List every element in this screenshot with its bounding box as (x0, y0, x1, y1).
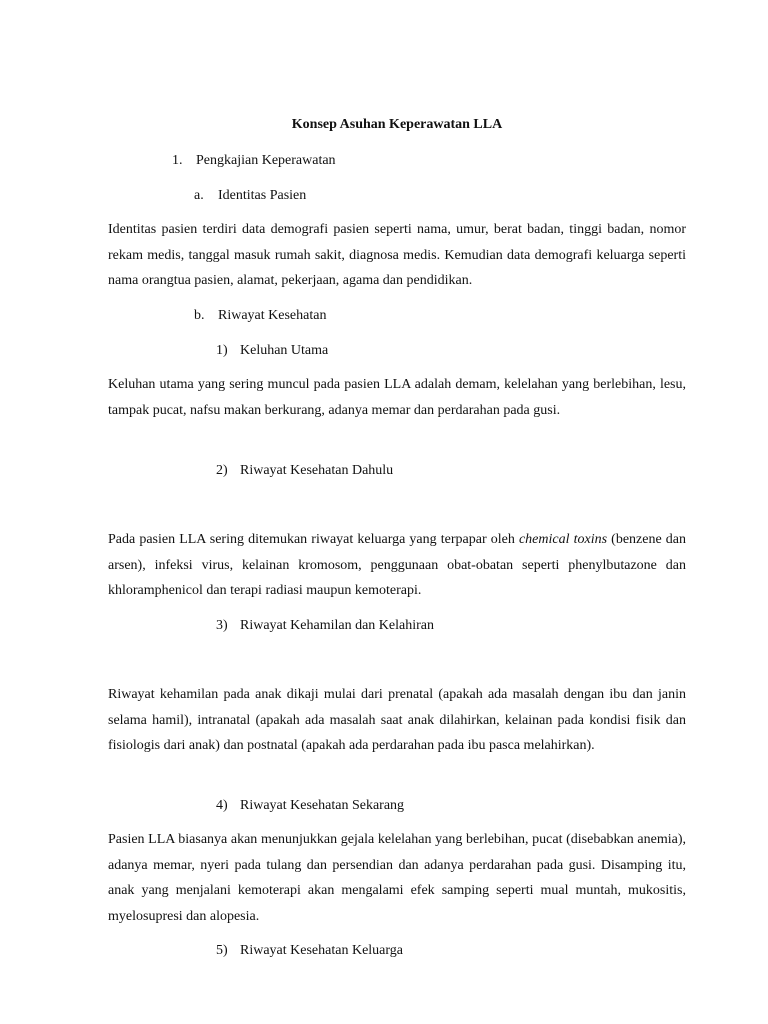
list-marker: 3) (216, 618, 228, 633)
paragraph-keluhan-utama: Keluhan utama yang sering muncul pada pasien LLA adalah demam, kelelahan yang berlebihan, lesu, tampak pucat, nafsu makan berkurang, adanya memar dan perdarahan pada gusi. (108, 377, 686, 418)
subheading-identitas-pasien (194, 187, 306, 205)
section-heading-pengkajian (172, 152, 336, 170)
list-marker: a. (194, 188, 204, 203)
item-heading-riwayat-kesehatan-sekarang (216, 797, 404, 815)
item-heading-text: Riwayat Kesehatan Sekarang (240, 798, 405, 813)
item-heading-text: Riwayat Kesehatan Dahulu (240, 463, 394, 478)
section-heading-text: Pengkajian Keperawatan (196, 153, 336, 168)
paragraph-riwayat-kesehatan-sekarang: Pasien LLA biasanya akan menunjukkan gejala kelelahan yang berlebihan, pucat (disebabkan anemia), adanya memar, nyeri pada tulang dan persendian dan adanya perdarahan pada gusi. Disamping itu, anak yang menjalani kemoterapi akan mengalami efek samping seperti mual muntah, mukositis, myelosupresi dan alopesia. (108, 832, 686, 924)
paragraph-italic-term: chemical toxins (518, 532, 608, 547)
item-heading-riwayat-kesehatan-dahulu (216, 462, 393, 480)
paragraph-riwayat-kehamilan: Riwayat kehamilan pada anak dikaji mulai dari prenatal (apakah ada masalah dengan ibu dan janin selama hamil), intranatal (apakah ada masalah saat anak dilahirkan, kelainan pada kondisi fisik dan fisiologis dari anak) dan postnatal (apakah ada perdarahan pada ibu pasca melahirkan). (108, 687, 686, 753)
item-heading-riwayat-kehamilan (216, 617, 434, 635)
paragraph-riwayat-kesehatan-dahulu (108, 527, 686, 604)
document-title: Konsep Asuhan Keperawatan LLA (291, 117, 503, 132)
item-heading-text: Keluhan Utama (240, 343, 329, 358)
list-marker: 4) (216, 798, 228, 813)
item-heading-text: Riwayat Kehamilan dan Kelahiran (240, 618, 434, 633)
list-marker: 2) (216, 463, 228, 478)
paragraph-text: (benzene dan arsen), infeksi virus, kelainan kromosom, penggunaan obat-obatan seperti phenylbutazone dan khloramphenicol dan terapi radiasi maupun kemoterapi. (108, 532, 687, 598)
item-heading-text: Riwayat Kesehatan Keluarga (240, 943, 404, 958)
item-heading-keluhan-utama (216, 342, 328, 360)
paragraph-identitas-pasien: Identitas pasien terdiri data demografi pasien seperti nama, umur, berat badan, tinggi badan, nomor rekam medis, tanggal masuk rumah sakit, diagnosa medis. Kemudian data demografi keluarga seperti nama orangtua pasien, alamat, pekerjaan, agama dan pendidikan. (108, 222, 686, 288)
list-marker: 5) (216, 943, 228, 958)
list-marker: b. (194, 308, 205, 323)
paragraph-text: Pada pasien LLA sering ditemukan riwayat keluarga yang terpapar oleh (108, 532, 519, 547)
item-heading-riwayat-kesehatan-keluarga (216, 942, 403, 960)
subheading-text: Identitas Pasien (218, 188, 307, 203)
list-number: 1. (172, 153, 183, 168)
list-marker: 1) (216, 343, 228, 358)
subheading-text: Riwayat Kesehatan (218, 308, 327, 323)
subheading-riwayat-kesehatan (194, 307, 326, 325)
